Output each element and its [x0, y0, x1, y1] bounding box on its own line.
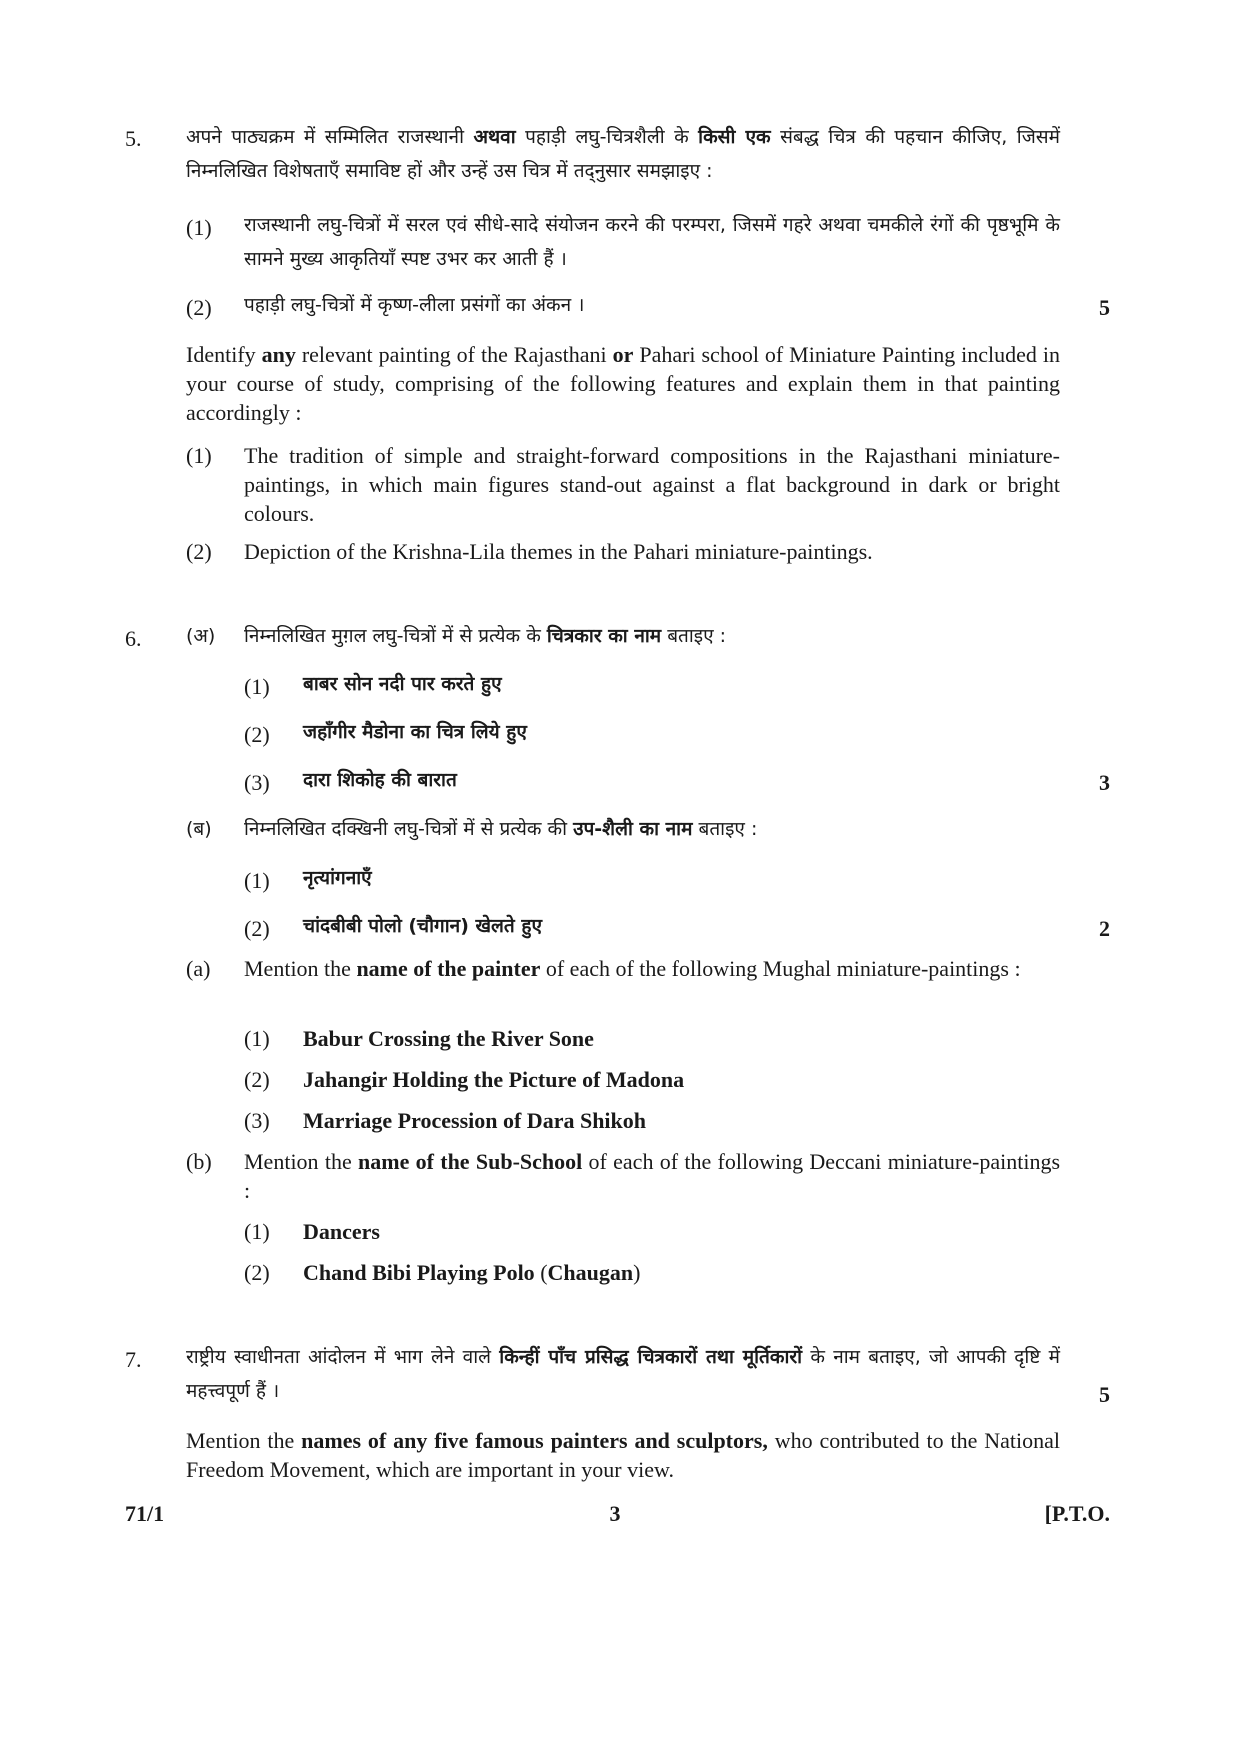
- q5-hindi-item-1-label: (1): [186, 215, 212, 240]
- q5-marks: 5: [1099, 295, 1110, 320]
- q6-a-english-item-1-label: (1): [244, 1026, 270, 1051]
- bold-text: Chaugan: [547, 1260, 634, 1285]
- q6-a-english-item-3-text: Marriage Procession of Dara Shikoh: [303, 1108, 647, 1133]
- q5-english-item-2-text: Depiction of the Krishna-Lila themes in the Pahari miniature-paintings.: [244, 539, 873, 564]
- bold-text: चित्रकार का नाम: [546, 625, 662, 647]
- q6-b-english-text: [244, 1147, 1060, 1205]
- q6-a-english-item-2-text: Jahangir Holding the Picture of Madona: [303, 1067, 685, 1092]
- q6-a-hindi-item-3-text: दारा शिकोह की बारात: [303, 769, 457, 791]
- text-run: Mention the: [186, 1428, 302, 1453]
- bold-text: किन्हीं पाँच प्रसिद्ध चित्रकारों तथा मूर्तिकारों: [499, 1346, 803, 1368]
- text-run: पहाड़ी लघु-चित्रशैली के: [515, 126, 699, 148]
- paper-code: 71/1: [125, 1501, 165, 1526]
- text-run: ): [633, 1260, 641, 1285]
- q6-a-hindi-text: [244, 619, 1060, 653]
- question-7-number: 7.: [125, 1347, 142, 1372]
- bold-text: अथवा: [473, 126, 516, 148]
- text-run: (: [534, 1260, 548, 1285]
- q6-a-english-item-2-label: (2): [244, 1067, 270, 1092]
- text-run: के नाम बताइए, जो आपकी दृष्टि में महत्त्वपूर्ण हैं ।: [186, 1346, 1060, 1402]
- q6-a-english-item-1-text: Babur Crossing the River Sone: [303, 1026, 594, 1051]
- text-run: संबद्ध चित्र की पहचान कीजिए, जिसमें निम्नलिखित विशेषताएँ समाविष्ट हों और उन्हें उस चित्र में तद्नुसार समझाइए :: [186, 126, 1060, 182]
- q6-b-marks: 2: [1099, 916, 1110, 941]
- q6-a-hindi-item-1-text: बाबर सोन नदी पार करते हुए: [303, 673, 502, 695]
- bold-text: Chand Bibi Playing Polo: [303, 1260, 535, 1285]
- q7-marks: 5: [1099, 1382, 1110, 1407]
- bold-text: किसी एक: [698, 126, 771, 148]
- text-run: Identify: [186, 342, 262, 367]
- bold-text: any: [261, 342, 296, 367]
- q6-a-english-item-3-label: (3): [244, 1108, 270, 1133]
- text-run: relevant painting of the Rajasthani: [295, 342, 613, 367]
- q6-a-english-text: [244, 954, 1060, 983]
- question-7-hindi: [186, 1340, 1060, 1408]
- text-run: of each of the following Mughal miniature-paintings :: [540, 956, 1021, 981]
- q6-a-hindi-item-2-label: (2): [244, 722, 270, 747]
- q6-b-english-item-1-label: (1): [244, 1219, 270, 1244]
- q6-b-english-item-1-text: Dancers: [303, 1219, 380, 1244]
- text-run: निम्नलिखित मुग़ल लघु-चित्रों में से प्रत्येक के: [244, 625, 547, 647]
- question-7-english: [186, 1426, 1060, 1484]
- q6-b-hindi-item-1-text: नृत्यांगनाएँ: [303, 867, 372, 889]
- q6-b-english-item-2-label: (2): [244, 1260, 270, 1285]
- bold-text: names of any five famous painters and sculptors,: [301, 1428, 768, 1453]
- q6-b-hindi-item-2-label: (2): [244, 916, 270, 941]
- q6-b-hindi-item-1-label: (1): [244, 868, 270, 893]
- q5-english-item-1-label: (1): [186, 443, 212, 468]
- question-5-hindi-intro: [186, 120, 1060, 188]
- text-run: निम्नलिखित दक्खिनी लघु-चित्रों में से प्रत्येक की: [244, 818, 574, 840]
- text-run: राष्ट्रीय स्वाधीनता आंदोलन में भाग लेने वाले: [186, 1346, 500, 1368]
- q6-a-hindi-label: (अ): [186, 625, 216, 647]
- text-run: बताइए :: [692, 818, 758, 840]
- q6-a-hindi-item-3-label: (3): [244, 770, 270, 795]
- text-run: अपने पाठ्यक्रम में सम्मिलित राजस्थानी: [186, 126, 474, 148]
- q6-b-english-item-2-text: [303, 1258, 1060, 1287]
- q6-a-hindi-item-2-text: जहाँगीर मैडोना का चित्र लिये हुए: [303, 721, 527, 743]
- text-run: Mention the: [244, 1149, 359, 1174]
- q5-hindi-item-1-text: राजस्थानी लघु-चित्रों में सरल एवं सीधे-सादे संयोजन करने की परम्परा, जिसमें गहरे अथवा चमकीले रंगों की पृष्ठभूमि के सामने मुख्य आकृतियाँ स्पष्ट उभर कर आती हैं ।: [244, 214, 1060, 270]
- question-6-number: 6.: [125, 626, 142, 651]
- text-run: Pahari school of Miniature Painting included in your course of study, comprising of the following features and explain them in that painting accordingly :: [186, 342, 1060, 425]
- text-run: of each of the following Deccani miniature-paintings :: [244, 1149, 1060, 1203]
- q6-a-hindi-item-1-label: (1): [244, 674, 270, 699]
- q6-a-english-label: (a): [186, 956, 211, 981]
- text-run: Mention the: [244, 956, 357, 981]
- q6-b-hindi-label: (ब): [186, 818, 212, 840]
- q6-b-hindi-text: [244, 812, 1060, 846]
- bold-text: or: [612, 342, 634, 367]
- q5-english-item-1-text: The tradition of simple and straight-forward compositions in the Rajasthani miniature-paintings, in which main figures stand-out against a flat background in dark or bright colours.: [244, 443, 1060, 526]
- q6-b-hindi-item-2-text: चांदबीबी पोलो (चौगान) खेलते हुए: [303, 915, 542, 937]
- q6-b-english-label: (b): [186, 1149, 212, 1174]
- bold-text: name of the painter: [356, 956, 541, 981]
- q5-hindi-item-2-label: (2): [186, 295, 212, 320]
- bold-text: name of the Sub-School: [358, 1149, 583, 1174]
- question-5-english-intro: [186, 340, 1060, 427]
- q5-hindi-item-2-text: पहाड़ी लघु-चित्रों में कृष्ण-लीला प्रसंगों का अंकन ।: [244, 294, 585, 316]
- text-run: बताइए :: [661, 625, 727, 647]
- bold-text: उप-शैली का नाम: [573, 818, 693, 840]
- pto-marker: [P.T.O.: [1044, 1501, 1110, 1526]
- question-5-number: 5.: [125, 126, 142, 151]
- page-number: 3: [609, 1501, 621, 1526]
- q5-english-item-2-label: (2): [186, 539, 212, 564]
- q6-a-marks: 3: [1099, 770, 1110, 795]
- text-run: who contributed to the National Freedom Movement, which are important in your view.: [186, 1428, 1060, 1482]
